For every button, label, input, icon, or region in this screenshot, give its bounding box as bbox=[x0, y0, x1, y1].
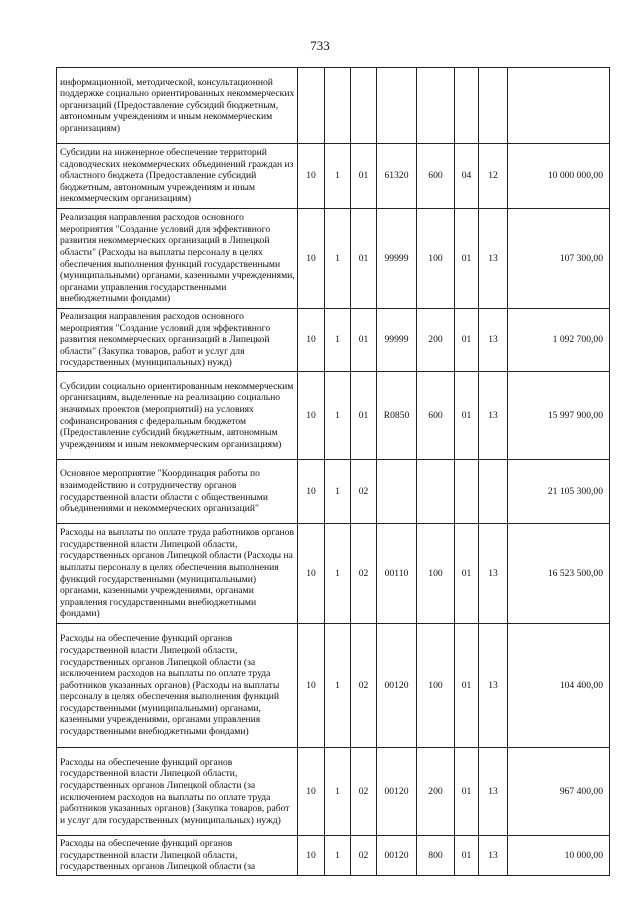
col-2: 1 bbox=[325, 748, 351, 836]
page-number: 733 bbox=[310, 38, 330, 53]
col-4: R0850 bbox=[377, 372, 417, 460]
col-2: 1 bbox=[325, 209, 351, 309]
table-row bbox=[57, 524, 610, 624]
col-6 bbox=[455, 68, 479, 144]
table-row bbox=[57, 624, 610, 748]
col-6: 01 bbox=[455, 748, 479, 836]
col-1 bbox=[298, 68, 325, 144]
col-2 bbox=[325, 68, 351, 144]
budget-table bbox=[56, 67, 610, 876]
col-5: 100 bbox=[417, 624, 455, 748]
col-4: 61320 bbox=[377, 144, 417, 209]
table-row bbox=[57, 68, 610, 144]
row-amount: 104 400,00 bbox=[508, 624, 610, 748]
col-3: 01 bbox=[351, 372, 377, 460]
col-3: 02 bbox=[351, 624, 377, 748]
col-4: 00120 bbox=[377, 624, 417, 748]
col-3: 02 bbox=[351, 460, 377, 524]
col-6: 01 bbox=[455, 209, 479, 309]
row-amount: 16 523 500,00 bbox=[508, 524, 610, 624]
row-name: Расходы на обеспечение функций органов государственной власти Липецкой области, государственных органов Липецкой области (за bbox=[57, 836, 298, 876]
col-6: 01 bbox=[455, 309, 479, 372]
col-7: 13 bbox=[479, 748, 508, 836]
col-1: 10 bbox=[298, 524, 325, 624]
col-6: 01 bbox=[455, 624, 479, 748]
table-row bbox=[57, 144, 610, 209]
table-row bbox=[57, 209, 610, 309]
col-7 bbox=[479, 68, 508, 144]
col-4: 00120 bbox=[377, 748, 417, 836]
col-2: 1 bbox=[325, 309, 351, 372]
table-row bbox=[57, 372, 610, 460]
row-amount bbox=[508, 68, 610, 144]
col-1: 10 bbox=[298, 624, 325, 748]
col-7: 13 bbox=[479, 372, 508, 460]
row-amount: 967 400,00 bbox=[508, 748, 610, 836]
row-name: Расходы на обеспечение функций органов государственной власти Липецкой области, государственных органов Липецкой области (за исключением расходов на выплаты по оплате труда работников указанных органов) (Расходы на выплаты персоналу в целях обеспечения выполнения функций государственными (муниципальными) органами, казенными учреждениями, органами управления государственными внебюджетными фондами) bbox=[57, 624, 298, 748]
col-6 bbox=[455, 460, 479, 524]
col-5: 100 bbox=[417, 209, 455, 309]
col-5 bbox=[417, 68, 455, 144]
row-amount: 107 300,00 bbox=[508, 209, 610, 309]
col-4: 99999 bbox=[377, 309, 417, 372]
table-row bbox=[57, 748, 610, 836]
row-name: Субсидии на инженерное обеспечение территорий садоводческих некоммерческих объединений граждан из областного бюджета (Предоставление субсидий бюджетным, автономным учреждениям и иным некоммерческим организациям) bbox=[57, 144, 298, 209]
col-4 bbox=[377, 68, 417, 144]
col-4 bbox=[377, 460, 417, 524]
col-5 bbox=[417, 460, 455, 524]
col-2: 1 bbox=[325, 372, 351, 460]
col-6: 04 bbox=[455, 144, 479, 209]
col-6: 01 bbox=[455, 372, 479, 460]
table-row bbox=[57, 309, 610, 372]
row-amount: 1 092 700,00 bbox=[508, 309, 610, 372]
col-7: 13 bbox=[479, 524, 508, 624]
col-1: 10 bbox=[298, 209, 325, 309]
col-1: 10 bbox=[298, 460, 325, 524]
col-7: 13 bbox=[479, 309, 508, 372]
row-name: Расходы на обеспечение функций органов государственной власти Липецкой области, государственных органов Липецкой области (за исключением расходов на выплаты по оплате труда работников указанных органов) (Закупка товаров, работ и услуг для государственных (муниципальных) нужд) bbox=[57, 748, 298, 836]
col-4: 00120 bbox=[377, 836, 417, 876]
col-3: 01 bbox=[351, 209, 377, 309]
row-amount: 21 105 300,00 bbox=[508, 460, 610, 524]
col-2: 1 bbox=[325, 836, 351, 876]
col-7: 13 bbox=[479, 209, 508, 309]
col-2: 1 bbox=[325, 524, 351, 624]
row-amount: 15 997 900,00 bbox=[508, 372, 610, 460]
col-6: 01 bbox=[455, 524, 479, 624]
col-2: 1 bbox=[325, 624, 351, 748]
col-1: 10 bbox=[298, 836, 325, 876]
col-3: 01 bbox=[351, 309, 377, 372]
col-3: 02 bbox=[351, 748, 377, 836]
row-name: Реализация направления расходов основного мероприятия "Создание условий для эффективного развития некоммерческих организаций в Липецкой области" (Закупка товаров, работ и услуг для государственных (муниципальных) нужд) bbox=[57, 309, 298, 372]
row-amount: 10 000 000,00 bbox=[508, 144, 610, 209]
col-3: 02 bbox=[351, 524, 377, 624]
table-row bbox=[57, 836, 610, 876]
col-7: 12 bbox=[479, 144, 508, 209]
col-5: 800 bbox=[417, 836, 455, 876]
row-name: Расходы на выплаты по оплате труда работников органов государственной власти Липецкой области, государственных органов Липецкой области (Расходы на выплаты персоналу в целях обеспечения выполнения функций государственными (муниципальными) органами, казенными учреждениями, органами управления государственными внебюджетными фондами) bbox=[57, 524, 298, 624]
col-2: 1 bbox=[325, 144, 351, 209]
row-name: Основное мероприятие "Координация работы по взаимодействию и сотрудничеству органов государственной власти области с общественными объединениями и некоммерческих организаций" bbox=[57, 460, 298, 524]
table-row bbox=[57, 460, 610, 524]
col-4: 99999 bbox=[377, 209, 417, 309]
col-5: 600 bbox=[417, 372, 455, 460]
row-name: Субсидии социально ориентированным некоммерческим организациям, выделенные на реализацию социально значимых проектов (мероприятий) на условиях софинансирования с федеральным бюджетом (Предоставление субсидий бюджетным, автономным учреждениям и иным некоммерческим организациям) bbox=[57, 372, 298, 460]
col-1: 10 bbox=[298, 309, 325, 372]
col-7: 13 bbox=[479, 624, 508, 748]
row-amount: 10 000,00 bbox=[508, 836, 610, 876]
col-5: 600 bbox=[417, 144, 455, 209]
col-3 bbox=[351, 68, 377, 144]
col-2: 1 bbox=[325, 460, 351, 524]
col-5: 200 bbox=[417, 309, 455, 372]
col-1: 10 bbox=[298, 748, 325, 836]
col-7 bbox=[479, 460, 508, 524]
col-3: 02 bbox=[351, 836, 377, 876]
col-1: 10 bbox=[298, 372, 325, 460]
row-name: информационной, методической, консультационной поддержке социально ориентированных некоммерческих организаций (Предоставление субсидий бюджетным, автономным учреждениям и иным некоммерческим организациям) bbox=[57, 68, 298, 144]
row-name: Реализация направления расходов основного мероприятия "Создание условий для эффективного развития некоммерческих организаций в Липецкой области" (Расходы на выплаты персоналу в целях обеспечения выполнения функций государственными (муниципальными) органами, казенными учреждениями, органами управления государственными внебюджетными фондами) bbox=[57, 209, 298, 309]
col-6: 01 bbox=[455, 836, 479, 876]
col-1: 10 bbox=[298, 144, 325, 209]
col-3: 01 bbox=[351, 144, 377, 209]
col-5: 100 bbox=[417, 524, 455, 624]
col-4: 00110 bbox=[377, 524, 417, 624]
col-5: 200 bbox=[417, 748, 455, 836]
col-7: 13 bbox=[479, 836, 508, 876]
